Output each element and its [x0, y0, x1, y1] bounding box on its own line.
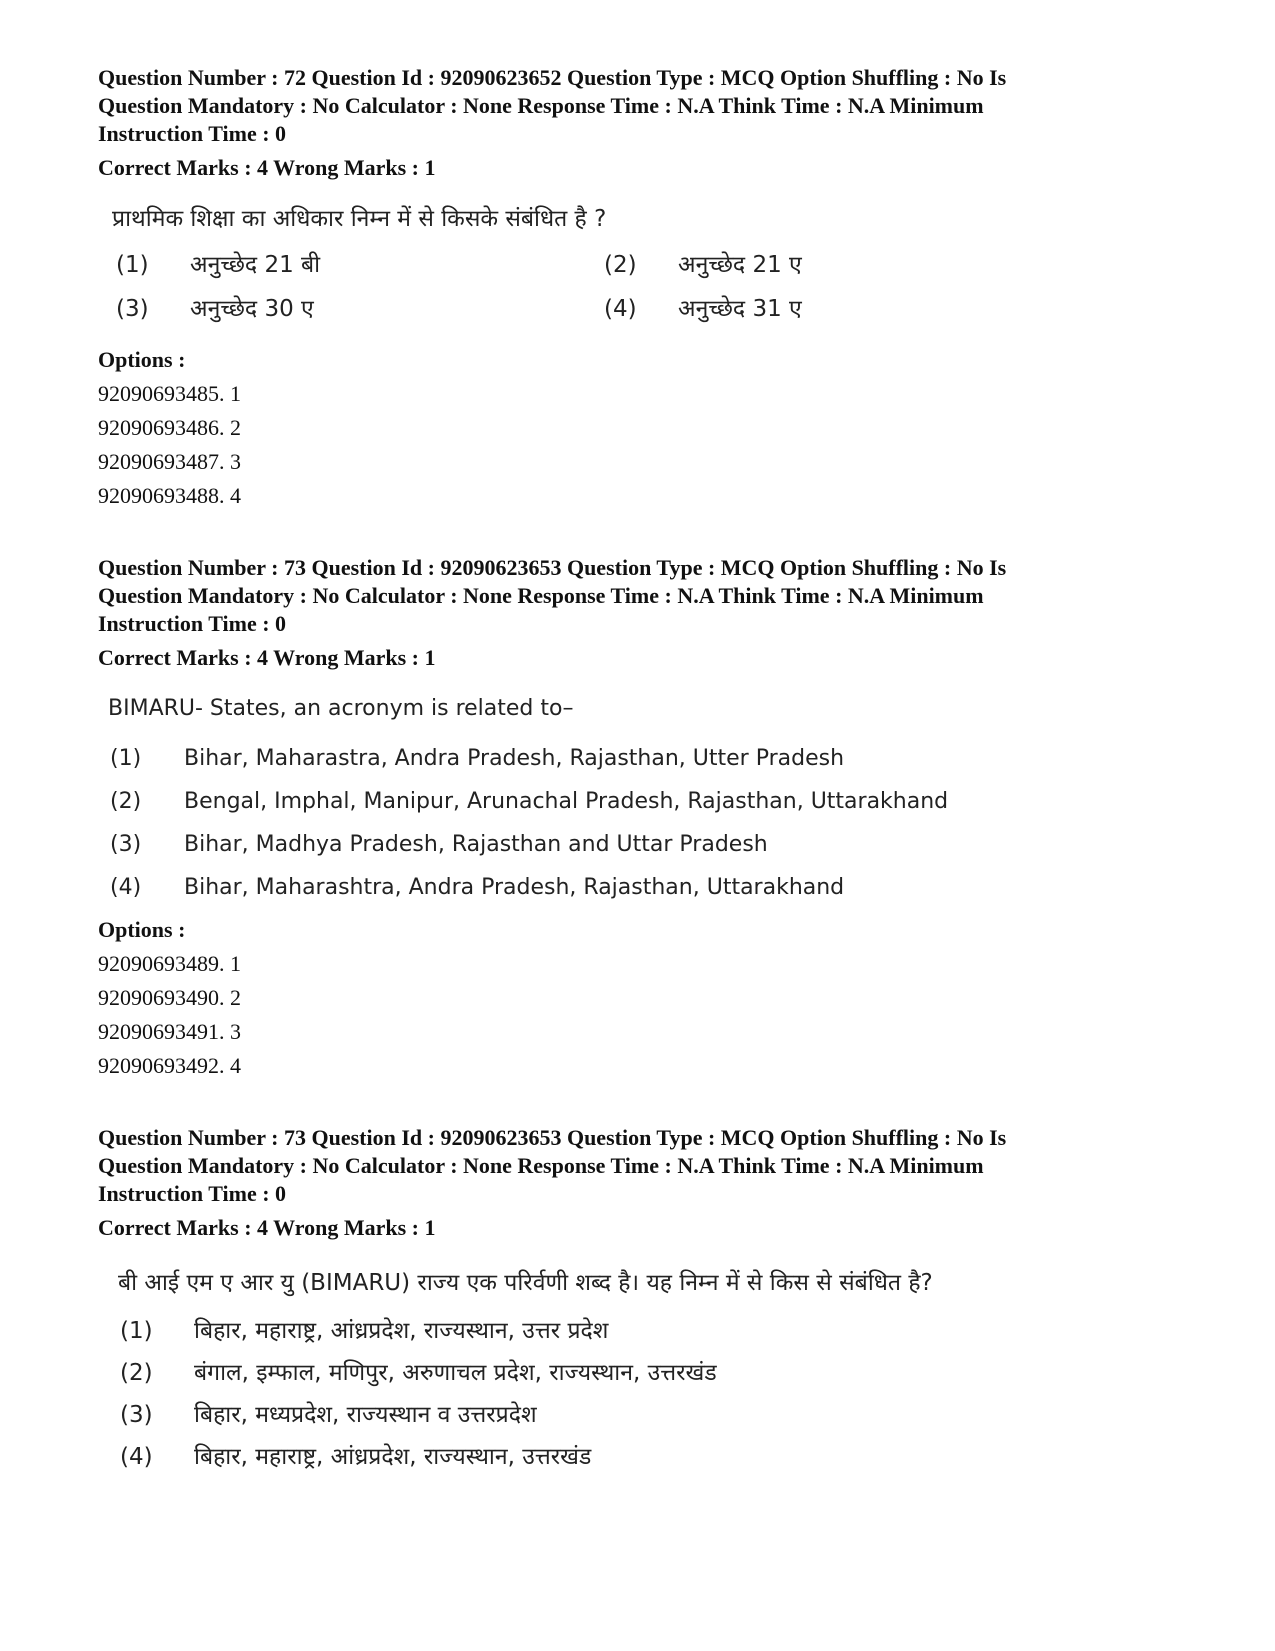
choice-grid: [116, 248, 1178, 326]
options-list: [98, 948, 1178, 1084]
choice-list: [120, 1316, 1178, 1472]
choice-item: [120, 1358, 1178, 1388]
option-id: 92090693487. 3: [98, 449, 241, 474]
document-page: [98, 64, 1178, 1484]
choice-number: (3): [116, 296, 149, 322]
question-text: प्राथमिक शिक्षा का अधिकार निम्न में से किसके संबंधित है ?: [112, 206, 607, 232]
choice-item: [116, 292, 604, 326]
choice-item: [116, 248, 604, 282]
choice-item: [120, 1442, 1178, 1472]
choice-item: [120, 1316, 1178, 1346]
choice-item: [120, 1400, 1178, 1430]
meta-line: Question Number : 72 Question Id : 92090623652 Question Type : MCQ Option Shuffling : No Is: [98, 65, 1007, 90]
choice-text: बिहार, महाराष्ट्र, आंध्रप्रदेश, राज्यस्थान, उत्तरखंड: [194, 1444, 592, 1470]
choice-text: Bengal, Imphal, Manipur, Arunachal Pradesh, Rajasthan, Uttarakhand: [184, 789, 949, 814]
choice-item: [110, 787, 1178, 817]
question-meta: [98, 554, 1178, 638]
choice-number: (3): [120, 1402, 153, 1428]
choice-item: [110, 744, 1178, 774]
choice-text: बंगाल, इम्फाल, मणिपुर, अरुणाचल प्रदेश, राज्यस्थान, उत्तरखंड: [194, 1360, 717, 1386]
meta-line: Question Number : 73 Question Id : 92090623653 Question Type : MCQ Option Shuffling : No Is: [98, 1125, 1007, 1150]
option-id: 92090693491. 3: [98, 1019, 241, 1044]
choice-list: [110, 744, 1178, 903]
choice-number: (1): [110, 746, 142, 771]
choice-item: [604, 248, 1092, 282]
meta-line: Instruction Time : 0: [98, 1181, 287, 1206]
question-text: बी आई एम ए आर यु (BIMARU) राज्य एक परिर्वणी शब्द है। यह निम्न में से किस से संबंधित है?: [118, 1270, 933, 1296]
choice-number: (4): [120, 1444, 153, 1470]
question-meta: [98, 1124, 1178, 1208]
meta-line: Question Mandatory : No Calculator : None Response Time : N.A Think Time : N.A Minimum: [98, 583, 984, 608]
question-meta: [98, 64, 1178, 148]
options-label: Options :: [98, 917, 186, 942]
choice-text: अनुच्छेद 21 बी: [190, 252, 321, 278]
marks-line: Correct Marks : 4 Wrong Marks : 1: [98, 645, 436, 670]
options-list: [98, 378, 1178, 514]
choice-item: [110, 830, 1178, 860]
choice-item: [110, 873, 1178, 903]
question-block-73-hindi: [98, 1124, 1178, 1472]
option-id: 92090693485. 1: [98, 381, 241, 406]
choice-text: अनुच्छेद 30 ए: [190, 296, 314, 322]
meta-line: Instruction Time : 0: [98, 611, 287, 636]
choice-text: Bihar, Maharashtra, Andra Pradesh, Rajasthan, Uttarakhand: [184, 875, 845, 900]
choice-number: (4): [110, 875, 142, 900]
options-label: Options :: [98, 347, 186, 372]
question-text: BIMARU- States, an acronym is related to–: [108, 696, 574, 721]
choice-text: Bihar, Maharastra, Andra Pradesh, Rajasthan, Utter Pradesh: [184, 746, 845, 771]
question-image: [98, 204, 1178, 326]
meta-line: Question Number : 73 Question Id : 92090623653 Question Type : MCQ Option Shuffling : No Is: [98, 555, 1007, 580]
question-block-73-english: [98, 554, 1178, 1084]
choice-number: (4): [604, 296, 637, 322]
choice-text: बिहार, मध्यप्रदेश, राज्यस्थान व उत्तरप्रदेश: [194, 1402, 537, 1428]
question-image: [98, 1268, 1178, 1472]
marks-line: Correct Marks : 4 Wrong Marks : 1: [98, 155, 436, 180]
choice-text: बिहार, महाराष्ट्र, आंध्रप्रदेश, राज्यस्थान, उत्तर प्रदेश: [194, 1318, 609, 1344]
option-id: 92090693486. 2: [98, 415, 241, 440]
choice-text: अनुच्छेद 21 ए: [678, 252, 802, 278]
question-image: [98, 694, 1178, 903]
meta-line: Question Mandatory : No Calculator : None Response Time : N.A Think Time : N.A Minimum: [98, 93, 984, 118]
choice-item: [604, 292, 1092, 326]
choice-number: (2): [120, 1360, 153, 1386]
choice-number: (3): [110, 832, 142, 857]
choice-number: (2): [110, 789, 142, 814]
question-block-72: [98, 64, 1178, 514]
choice-text: Bihar, Madhya Pradesh, Rajasthan and Uttar Pradesh: [184, 832, 768, 857]
choice-number: (1): [116, 252, 149, 278]
option-id: 92090693492. 4: [98, 1053, 241, 1078]
meta-line: Question Mandatory : No Calculator : None Response Time : N.A Think Time : N.A Minimum: [98, 1153, 984, 1178]
choice-number: (2): [604, 252, 637, 278]
choice-text: अनुच्छेद 31 ए: [678, 296, 802, 322]
option-id: 92090693489. 1: [98, 951, 241, 976]
choice-number: (1): [120, 1318, 153, 1344]
option-id: 92090693490. 2: [98, 985, 241, 1010]
option-id: 92090693488. 4: [98, 483, 241, 508]
marks-line: Correct Marks : 4 Wrong Marks : 1: [98, 1215, 436, 1240]
meta-line: Instruction Time : 0: [98, 121, 287, 146]
